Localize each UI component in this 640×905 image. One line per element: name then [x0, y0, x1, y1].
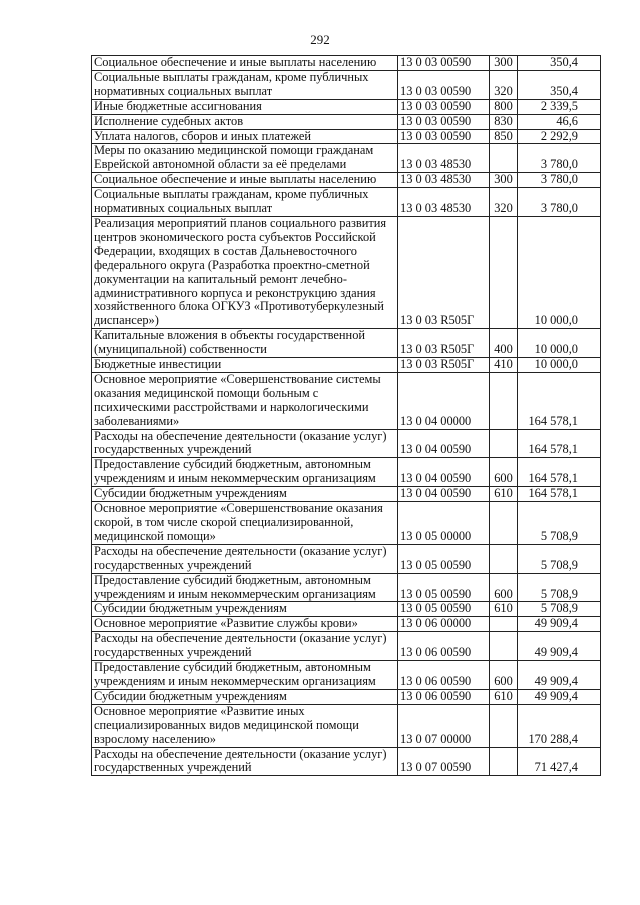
table-row [92, 602, 601, 617]
row-name: Социальное обеспечение и иные выплаты населению [92, 56, 398, 71]
row-name: Расходы на обеспечение деятельности (оказание услуг) государственных учреждений [92, 544, 398, 573]
row-expense-type: 600 [490, 573, 518, 602]
table-row [92, 573, 601, 602]
row-expense-type: 610 [490, 689, 518, 704]
row-name: Капитальные вложения в объекты государственной (муниципальной) собственности [92, 329, 398, 358]
table-row [92, 329, 601, 358]
row-expense-type [490, 704, 518, 747]
row-name: Расходы на обеспечение деятельности (оказание услуг) государственных учреждений [92, 632, 398, 661]
row-amount: 10 000,0 [518, 329, 601, 358]
row-code: 13 0 03 R505Г [398, 329, 490, 358]
row-code: 13 0 07 00590 [398, 747, 490, 776]
row-expense-type [490, 632, 518, 661]
row-code: 13 0 05 00590 [398, 602, 490, 617]
table-row [92, 144, 601, 173]
row-name: Субсидии бюджетным учреждениям [92, 487, 398, 502]
row-name: Расходы на обеспечение деятельности (оказание услуг) государственных учреждений [92, 747, 398, 776]
row-code: 13 0 03 R505Г [398, 216, 490, 328]
row-name: Основное мероприятие «Совершенствование оказания скорой, в том числе скорой специализированной, медицинской помощи» [92, 502, 398, 545]
row-expense-type [490, 429, 518, 458]
row-code: 13 0 03 00590 [398, 70, 490, 99]
table-row [92, 458, 601, 487]
row-code: 13 0 04 00590 [398, 429, 490, 458]
row-name: Меры по оказанию медицинской помощи гражданам Еврейской автономной области за её пределами [92, 144, 398, 173]
row-amount: 10 000,0 [518, 216, 601, 328]
row-name: Реализация мероприятий планов социального развития центров экономического роста субъектов Российской Федерации, входящих в состав Дальневосточного федерального округа (Разработка проектно-сметной документации на капитальный ремонт лечебно-административного корпуса и реконструкцию здания хозяйственного блока ОГКУЗ «Противотуберкулезный диспансер») [92, 216, 398, 328]
row-code: 13 0 05 00590 [398, 573, 490, 602]
table-row [92, 56, 601, 71]
row-expense-type: 610 [490, 602, 518, 617]
row-expense-type: 320 [490, 70, 518, 99]
row-name: Предоставление субсидий бюджетным, автономным учреждениям и иным некоммерческим организациям [92, 458, 398, 487]
row-expense-type: 600 [490, 661, 518, 690]
row-expense-type [490, 502, 518, 545]
row-expense-type: 300 [490, 56, 518, 71]
row-code: 13 0 07 00000 [398, 704, 490, 747]
row-amount: 49 909,4 [518, 632, 601, 661]
row-amount: 5 708,9 [518, 573, 601, 602]
row-name: Исполнение судебных актов [92, 114, 398, 129]
row-expense-type [490, 216, 518, 328]
row-amount: 5 708,9 [518, 502, 601, 545]
row-name: Расходы на обеспечение деятельности (оказание услуг) государственных учреждений [92, 429, 398, 458]
row-amount: 2 292,9 [518, 129, 601, 144]
row-name: Предоставление субсидий бюджетным, автономным учреждениям и иным некоммерческим организациям [92, 573, 398, 602]
row-amount: 3 780,0 [518, 173, 601, 188]
row-code: 13 0 03 00590 [398, 114, 490, 129]
row-code: 13 0 03 00590 [398, 99, 490, 114]
row-amount: 49 909,4 [518, 617, 601, 632]
row-name: Предоставление субсидий бюджетным, автономным учреждениям и иным некоммерческим организациям [92, 661, 398, 690]
table-row [92, 429, 601, 458]
row-code: 13 0 03 48530 [398, 188, 490, 217]
row-amount: 164 578,1 [518, 458, 601, 487]
row-name: Иные бюджетные ассигнования [92, 99, 398, 114]
budget-table [91, 55, 601, 776]
row-code: 13 0 03 48530 [398, 144, 490, 173]
row-expense-type [490, 144, 518, 173]
row-code: 13 0 06 00000 [398, 617, 490, 632]
row-expense-type: 600 [490, 458, 518, 487]
row-code: 13 0 04 00590 [398, 458, 490, 487]
row-amount: 164 578,1 [518, 487, 601, 502]
row-name: Основное мероприятие «Совершенствование системы оказания медицинской помощи больным с психическими расстройствами и наркологическими заболеваниями» [92, 372, 398, 429]
row-name: Уплата налогов, сборов и иных платежей [92, 129, 398, 144]
budget-table-body [92, 56, 601, 776]
row-expense-type [490, 372, 518, 429]
row-amount: 164 578,1 [518, 372, 601, 429]
row-code: 13 0 03 48530 [398, 173, 490, 188]
row-code: 13 0 04 00590 [398, 487, 490, 502]
row-expense-type: 800 [490, 99, 518, 114]
row-amount: 3 780,0 [518, 144, 601, 173]
row-code: 13 0 03 00590 [398, 56, 490, 71]
table-row [92, 188, 601, 217]
row-amount: 5 708,9 [518, 544, 601, 573]
row-amount: 350,4 [518, 70, 601, 99]
table-row [92, 487, 601, 502]
row-amount: 170 288,4 [518, 704, 601, 747]
row-code: 13 0 05 00000 [398, 502, 490, 545]
row-amount: 350,4 [518, 56, 601, 71]
row-name: Социальное обеспечение и иные выплаты населению [92, 173, 398, 188]
table-row [92, 372, 601, 429]
row-code: 13 0 04 00000 [398, 372, 490, 429]
row-name: Бюджетные инвестиции [92, 358, 398, 373]
row-amount: 10 000,0 [518, 358, 601, 373]
row-name: Социальные выплаты гражданам, кроме публичных нормативных социальных выплат [92, 188, 398, 217]
row-name: Основное мероприятие «Развитие иных специализированных видов медицинской помощи взрослому населению» [92, 704, 398, 747]
table-row [92, 99, 601, 114]
row-amount: 5 708,9 [518, 602, 601, 617]
row-amount: 71 427,4 [518, 747, 601, 776]
table-row [92, 632, 601, 661]
table-row [92, 747, 601, 776]
row-name: Основное мероприятие «Развитие службы крови» [92, 617, 398, 632]
row-amount: 46,6 [518, 114, 601, 129]
row-name: Субсидии бюджетным учреждениям [92, 602, 398, 617]
row-expense-type: 410 [490, 358, 518, 373]
table-row [92, 704, 601, 747]
page-number: 292 [310, 32, 330, 47]
row-expense-type: 830 [490, 114, 518, 129]
row-code: 13 0 03 R505Г [398, 358, 490, 373]
row-amount: 164 578,1 [518, 429, 601, 458]
row-amount: 49 909,4 [518, 689, 601, 704]
table-row [92, 173, 601, 188]
row-code: 13 0 03 00590 [398, 129, 490, 144]
row-expense-type: 850 [490, 129, 518, 144]
row-expense-type: 300 [490, 173, 518, 188]
row-amount: 2 339,5 [518, 99, 601, 114]
table-row [92, 216, 601, 328]
row-expense-type: 610 [490, 487, 518, 502]
row-expense-type [490, 544, 518, 573]
table-row [92, 661, 601, 690]
table-row [92, 358, 601, 373]
table-row [92, 70, 601, 99]
row-code: 13 0 06 00590 [398, 661, 490, 690]
table-row [92, 502, 601, 545]
row-amount: 49 909,4 [518, 661, 601, 690]
row-expense-type [490, 747, 518, 776]
row-expense-type: 400 [490, 329, 518, 358]
table-row [92, 544, 601, 573]
table-row [92, 129, 601, 144]
row-code: 13 0 06 00590 [398, 632, 490, 661]
table-row [92, 114, 601, 129]
table-row [92, 689, 601, 704]
table-row [92, 617, 601, 632]
row-expense-type: 320 [490, 188, 518, 217]
row-amount: 3 780,0 [518, 188, 601, 217]
row-expense-type [490, 617, 518, 632]
row-code: 13 0 05 00590 [398, 544, 490, 573]
row-code: 13 0 06 00590 [398, 689, 490, 704]
row-name: Социальные выплаты гражданам, кроме публичных нормативных социальных выплат [92, 70, 398, 99]
row-name: Субсидии бюджетным учреждениям [92, 689, 398, 704]
